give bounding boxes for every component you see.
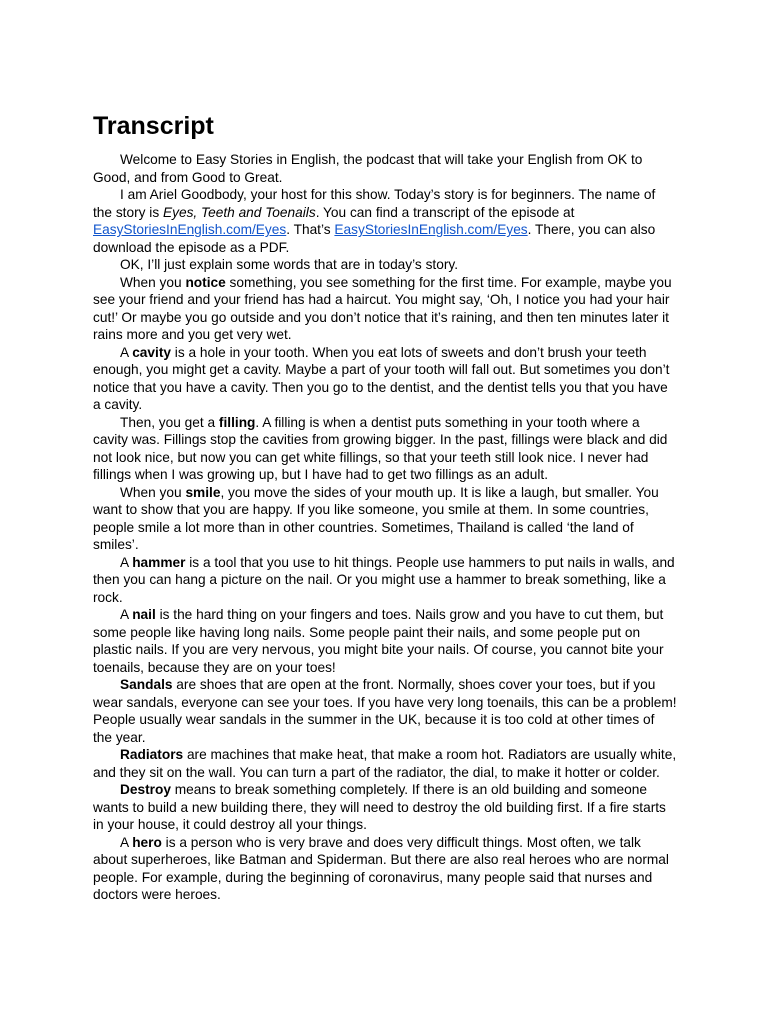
- term-filling: filling: [218, 414, 256, 430]
- term-smile: smile: [185, 484, 221, 500]
- definition-smile: When you smile, you move the sides of your mouth up. It is like a laugh, but smaller. You want to show that you are happy. If you like someone, you smile at them. In some countries, people smile a lot more than in other countries. Sometimes, Thailand is called ‘the land of smiles’.: [93, 484, 659, 552]
- definition-filling: Then, you get a filling. A filling is when a dentist puts something in your tooth where a cavity was. Fillings stop the cavities from growing bigger. In the past, fillings were black and did not look nice, but now you can get white fillings, so that your teeth still look nice. I never had fillings when I was growing up, but I have had to get two fillings as an adult.: [93, 414, 668, 482]
- definition-destroy: Destroy means to break something completely. If there is an old building and someone wants to build a new building there, they will need to destroy the old building first. If a fire starts in your house, it could destroy all your things.: [93, 782, 666, 832]
- story-title: Eyes, Teeth and Toenails: [162, 204, 316, 220]
- term-notice: notice: [185, 274, 226, 290]
- term-cavity: cavity: [132, 344, 171, 360]
- definition-hero: A hero is a person who is very brave and does very difficult things. Most often, we talk about superheroes, like Batman and Spiderman. But there are also real heroes who are normal people. For example, during the beginning of coronavirus, many people said that nurses and doctors were heroes.: [93, 834, 669, 902]
- paragraph-explain: OK, I’ll just explain some words that are in today’s story.: [120, 257, 459, 272]
- definition-sandals: Sandals are shoes that are open at the front. Normally, shoes cover your toes, but if you wear sandals, everyone can see your toes. If you have very long toenails, this can be a problem! People usually wear sandals in the summer in the UK, because it is too cold at other times of the year.: [93, 677, 677, 745]
- definition-radiators: Radiators are machines that make heat, that make a room hot. Radiators are usually white, and they sit on the wall. You can turn a part of the radiator, the dial, to make it hotter or colder.: [93, 747, 677, 780]
- term-hammer: hammer: [132, 554, 186, 570]
- transcript-link[interactable]: EasyStoriesInEnglish.com/Eyes: [93, 222, 287, 237]
- term-radiators: Radiators: [120, 747, 184, 762]
- paragraph-welcome: Welcome to Easy Stories in English, the podcast that will take your English from OK to Good, and from Good to Great.: [93, 152, 643, 185]
- term-destroy: Destroy: [120, 782, 171, 797]
- definition-notice: When you notice something, you see something for the first time. For example, maybe you see your friend and your friend has had a haircut. You might say, ‘Oh, I notice you had your hair cut!’ Or maybe you go outside and you don’t notice that it’s raining, and then ten minutes later it rains more and you get very wet.: [93, 274, 672, 342]
- paragraph-intro: I am Ariel Goodbody, your host for this show. Today’s story is for beginners. The name of the story is Eyes, Teeth and Toenails. You can find a transcript of the episode at EasyStoriesInEnglish.com/Eyes. That’s EasyStoriesInEnglish.com/Eyes. There, you can also download the episode as a PDF.: [93, 187, 656, 255]
- download-link[interactable]: EasyStoriesInEnglish.com/Eyes: [334, 222, 528, 237]
- term-nail: nail: [132, 607, 156, 622]
- definition-hammer: A hammer is a tool that you use to hit things. People use hammers to put nails in walls, and then you can hang a picture on the nail. Or you might use a hammer to break something, like a rock.: [93, 554, 675, 605]
- term-hero: hero: [132, 834, 162, 850]
- transcript-body: [93, 151, 677, 904]
- term-sandals: Sandals: [120, 677, 173, 692]
- definition-cavity: A cavity is a hole in your tooth. When you eat lots of sweets and don’t brush your teeth enough, you might get a cavity. Maybe a part of your tooth will fall out. But sometimes you don’t notice that you have a cavity. Then you go to the dentist, and the dentist tells you that you have a cavity.: [93, 344, 670, 412]
- definition-nail: A nail is the hard thing on your fingers and toes. Nails grow and you have to cut them, but some people like having long nails. Some people paint their nails, and some people put on plastic nails. If you are very nervous, you might bite your nails. Of course, you cannot bite your toenails, because they are on your toes!: [93, 607, 664, 675]
- page-title: Transcript: [93, 112, 214, 140]
